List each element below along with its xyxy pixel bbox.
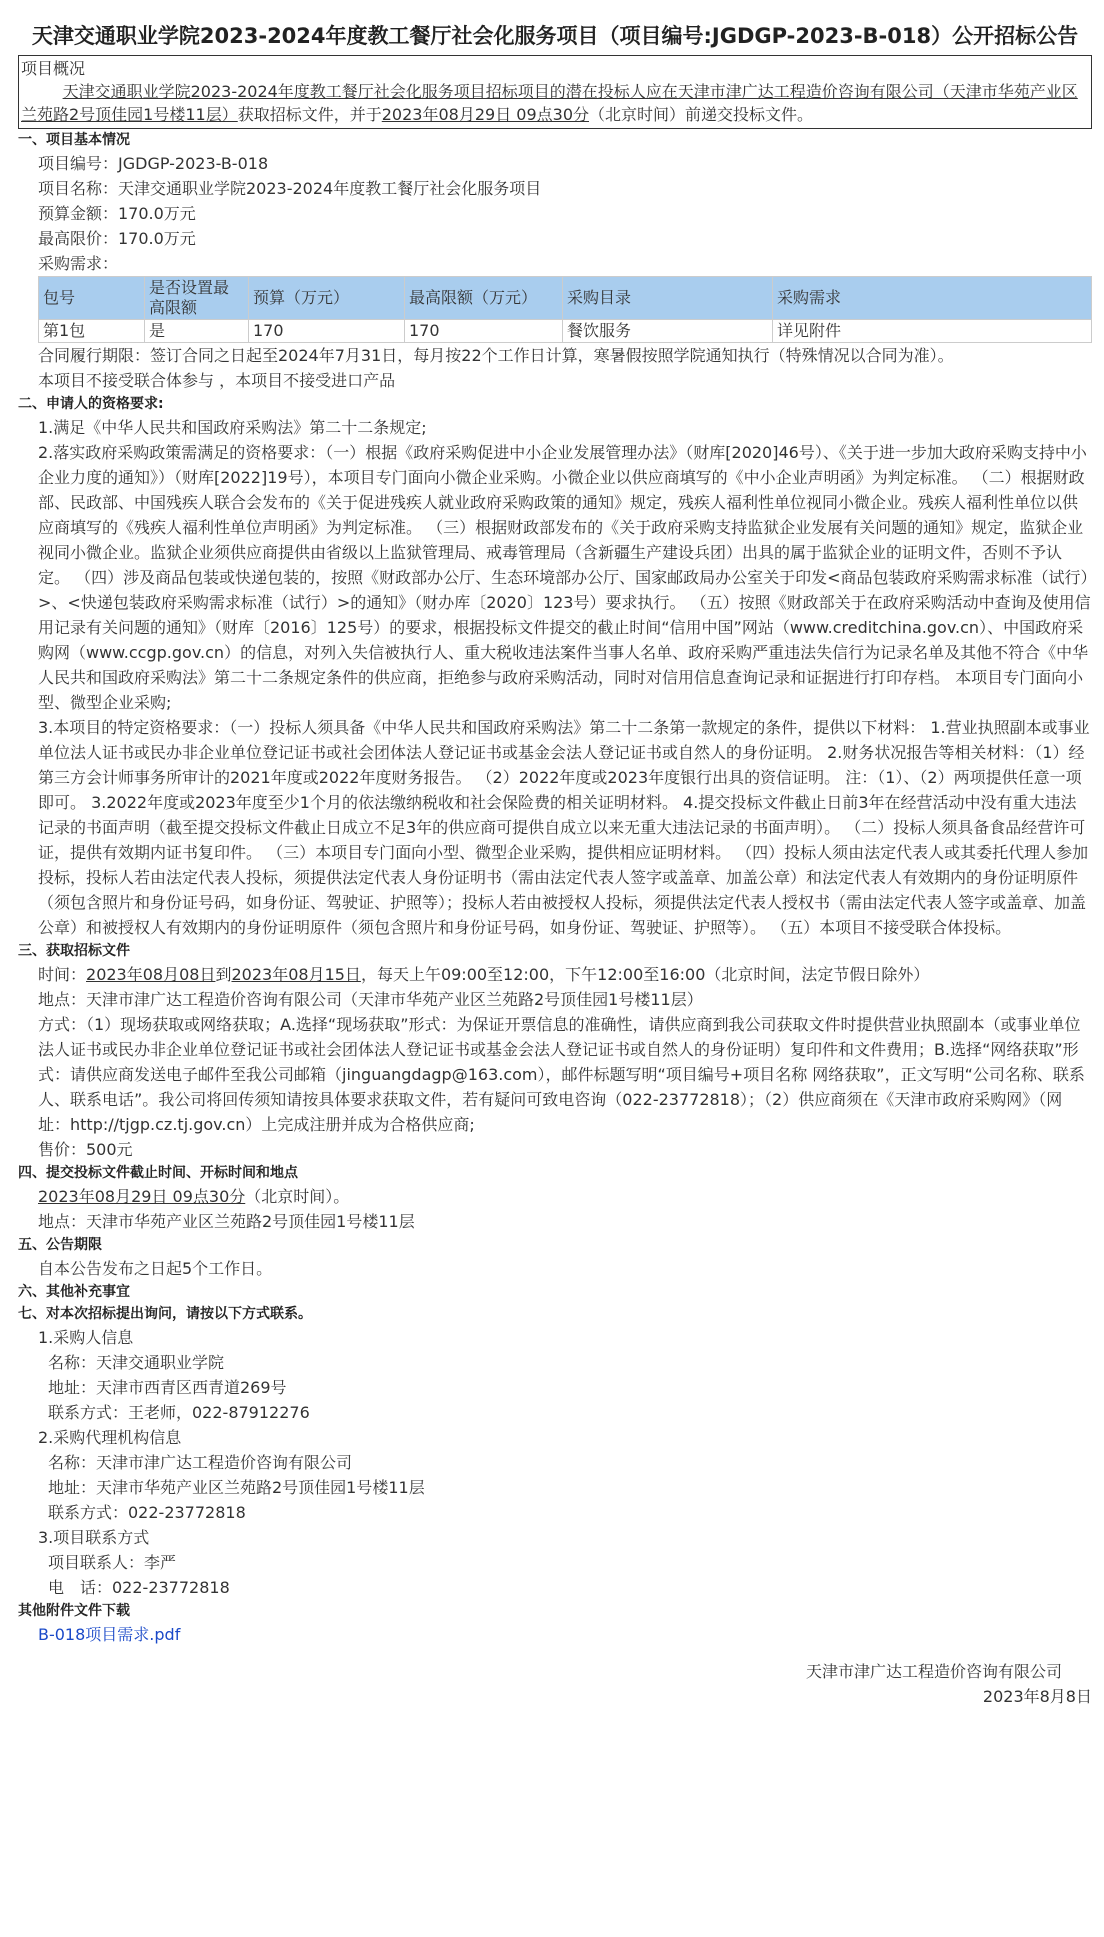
overview-text: [21, 80, 1087, 126]
section-7-heading: 七、对本次招标提出询问，请按以下方式联系。: [18, 1306, 312, 1322]
qualification-3: 3.本项目的特定资格要求：（一）投标人须具备《中华人民共和国政府采购法》第二十二条第一款规定的条件，提供以下材料： 1.营业执照副本或事业单位法人证书或民办非企业单位登记证书或社会团体法人登记证书或基金会法人登记证书或自然人的身份证明。 2.财务状况报告等相关材料：（1）经第三方会计师事务所审计的2021年度或2022年度财务报告。 （2）2022年度或2023年度银行出具的资信证明。 注：（1）、（2）两项提供任意一项即可。 3.2022年度或2023年度至少1个月的依法缴纳税收和社会保险费的相关证明材料。 4.提交投标文件截止日前3年在经营活动中没有重大违法记录的书面声明（截至提交投标文件截止日成立不足3年的供应商可提供自成立以来无重大违法记录的书面声明）。 （二）投标人须具备食品经营许可证，提供有效期内证书复印件。 （三）本项目专门面向小型、微型企业采购，提供相应证明材料。 （四）投标人须由法定代表人或其委托代理人参加投标，投标人若由法定代表人投标，须提供法定代表人身份证明书（需由法定代表人签字或盖章、加盖公章）和法定代表人有效期内的身份证明原件（须包含照片和身份证号码，如身份证、驾驶证、护照等）；投标人若由被授权人投标，须提供法定代表人授权书（需由法定代表人签字或盖章、加盖公章）和被授权人有效期内的身份证明原件（须包含照片和身份证号码，如身份证、驾驶证、护照等）。 （五）本项目不接受联合体投标。: [38, 718, 1090, 937]
table-header: 最高限额（万元）: [405, 277, 563, 320]
table-header: 采购需求: [773, 277, 1092, 320]
submission-deadline-suffix: （北京时间）。: [245, 1187, 350, 1206]
overview-label: 项目概况: [21, 59, 86, 78]
table-header: 是否设置最高限额: [145, 277, 249, 320]
attachment-download-link[interactable]: B-018项目需求.pdf: [38, 1625, 181, 1644]
table-header: 预算（万元）: [249, 277, 405, 320]
project-contact-person: 项目联系人：李严: [48, 1553, 177, 1572]
obtain-place: 地点：天津市津广达工程造价咨询有限公司（天津市华苑产业区兰苑路2号顶佳园1号楼11层）: [38, 990, 703, 1009]
overview-text-c: （北京时间）前递交投标文件。: [589, 105, 814, 124]
project-contact-title: 3.项目联系方式: [38, 1528, 150, 1547]
table-cell: 是: [145, 320, 249, 343]
submission-deadline: [18, 1184, 1092, 1209]
contract-period: 合同履行期限：签订合同之日起至2024年7月31日，每月按22个工作日计算，寒暑假按照学院通知执行（特殊情况以合同为准）。: [38, 346, 954, 365]
section-4-heading: 四、提交投标文件截止时间、开标时间和地点: [18, 1165, 298, 1181]
qualification-2: 2.落实政府采购政策需满足的资格要求：（一）根据《政府采购促进中小企业发展管理办法》（财库[2020]46号）、《关于进一步加大政府采购支持中小企业力度的通知》）（财库[2022]19号），本项目专门面向小微企业采购。小微企业以供应商填写的《中小企业声明函》为判定标准。 （二）根据财政部、民政部、中国残疾人联合会发布的《关于促进残疾人就业政府采购政策的通知》规定，残疾人福利性单位视同小微企业。残疾人福利性单位以供应商填写的《残疾人福利性单位声明函》为判定标准。 （三）根据财政部发布的《关于政府采购支持监狱企业发展有关问题的通知》规定，监狱企业视同小微企业。监狱企业须供应商提供由省级以上监狱管理局、戒毒管理局（含新疆生产建设兵团）出具的属于监狱企业的证明文件，否则不予认定。 （四）涉及商品包装或快递包装的，按照《财政部办公厅、生态环境部办公厅、国家邮政局办公室关于印发<商品包装政府采购需求标准（试行）>、<快递包装政府采购需求标准（试行）>的通知》（财办库〔2020〕123号）要求执行。 （五）按照《财政部关于在政府采购活动中查询及使用信用记录有关问题的通知》（财库〔2016〕125号）的要求，根据投标文件提交的截止时间“信用中国”网站（www.creditchina.gov.cn）、中国政府采购网（www.ccgp.gov.cn）的信息，对列入失信被执行人、重大税收违法案件当事人名单、政府采购严重违法失信行为记录名单及其他不符合《中华人民共和国政府采购法》第二十二条规定条件的供应商，拒绝参与政府采购活动，同时对信用信息查询记录和证据进行打印存档。 本项目专门面向小型、微型企业采购;: [38, 443, 1091, 712]
table-cell: 170: [249, 320, 405, 343]
table-cell: 第1包: [39, 320, 145, 343]
obtain-time: [18, 962, 1092, 987]
section-6-heading: 六、其他补充事宜: [18, 1284, 130, 1300]
announcement-period: 自本公告发布之日起5个工作日。: [38, 1259, 273, 1278]
max-price: 最高限价：170.0万元: [38, 229, 196, 248]
signature-org: 天津市津广达工程造价咨询有限公司: [805, 1662, 1062, 1681]
obtain-time-label: 时间：: [38, 965, 87, 984]
section-3-heading: 三、获取招标文件: [18, 943, 130, 959]
agency-address: 地址：天津市华苑产业区兰苑路2号顶佳园1号楼11层: [48, 1478, 425, 1497]
purchaser-address: 地址：天津市西青区西青道269号: [48, 1378, 287, 1397]
agency-title: 2.采购代理机构信息: [38, 1428, 182, 1447]
page-title: 天津交通职业学院2023-2024年度教工餐厅社会化服务项目（项目编号:JGDGP-2023-B-018）公开招标公告: [31, 24, 1079, 48]
agency-name: 名称：天津市津广达工程造价咨询有限公司: [48, 1453, 353, 1472]
obtain-time-start: 2023年08月08日: [86, 965, 216, 984]
overview-box: [18, 55, 1092, 129]
project-name: 项目名称：天津交通职业学院2023-2024年度教工餐厅社会化服务项目: [38, 179, 542, 198]
obtain-time-to: 到: [215, 965, 232, 984]
signature-date: 2023年8月8日: [982, 1687, 1092, 1706]
section-1-heading: 一、项目基本情况: [18, 132, 130, 148]
attachments-heading: 其他附件文件下载: [18, 1603, 130, 1619]
table-header-row: [39, 277, 1092, 320]
section-5-heading: 五、公告期限: [18, 1237, 102, 1253]
requirements-table: [38, 276, 1092, 343]
table-row: [39, 320, 1092, 343]
announcement-page: [18, 0, 1092, 1709]
submission-place: 地点：天津市华苑产业区兰苑路2号顶佳园1号楼11层: [38, 1212, 415, 1231]
joint-venture-note: 本项目不接受联合体参与 ，本项目不接受进口产品: [38, 371, 396, 390]
obtain-method: 方式：（1）现场获取或网络获取；A.选择“现场获取”形式：为保证开票信息的准确性，请供应商到我公司获取文件时提供营业执照副本（或事业单位法人证书或民办非企业单位登记证书或社会团体法人登记证书或基金会法人登记证书或自然人的身份证明）复印件和文件费用；B.选择“网络获取”形式：请供应商发送电子邮件至我公司邮箱（jinguangdagp@163.com），邮件标题写明“项目编号+项目名称 网络获取”，正文写明“公司名称、联系人、联系电话”。我公司将回传须知请按具体要求获取文件，若有疑问可致电咨询（022-23772818）；（2）供应商须在《天津市政府采购网》（网址：http://tjgp.cz.tj.gov.cn）上完成注册并成为合格供应商;: [38, 1015, 1085, 1134]
table-header: 采购目录: [563, 277, 773, 320]
purchaser-title: 1.采购人信息: [38, 1328, 134, 1347]
overview-text-a: 天津交通职业学院2023-2024年度教工餐厅社会化服务项目招标项目的潜在投标人应在天津市津广达工程造价咨询有限公司（天津市华苑产业区兰苑路2号顶佳园1号楼11层）: [21, 82, 1078, 124]
agency-contact: 联系方式：022-23772818: [48, 1503, 246, 1522]
section-2-heading: 二、申请人的资格要求:: [18, 396, 164, 412]
project-number: 项目编号：JGDGP-2023-B-018: [38, 154, 269, 173]
purchaser-name: 名称：天津交通职业学院: [48, 1353, 225, 1372]
table-header: 包号: [39, 277, 145, 320]
table-cell: 详见附件: [773, 320, 1092, 343]
budget: 预算金额：170.0万元: [38, 204, 196, 223]
project-contact-phone: 电 话：022-23772818: [48, 1578, 230, 1597]
table-cell: 170: [405, 320, 563, 343]
obtain-time-rest: ，每天上午09:00至12:00，下午12:00至16:00（北京时间，法定节假日除外）: [360, 965, 930, 984]
overview-text-b: 获取招标文件，并于: [237, 105, 382, 124]
submission-deadline-date: 2023年08月29日 09点30分: [38, 1187, 246, 1206]
qualification-1: 1.满足《中华人民共和国政府采购法》第二十二条规定;: [38, 418, 427, 437]
purchaser-contact: 联系方式：王老师，022-87912276: [48, 1403, 310, 1422]
obtain-price: 售价：500元: [38, 1140, 133, 1159]
overview-deadline: 2023年08月29日 09点30分: [381, 105, 589, 124]
procurement-needs-label: 采购需求：: [38, 254, 119, 273]
obtain-time-end: 2023年08月15日: [231, 965, 361, 984]
table-cell: 餐饮服务: [563, 320, 773, 343]
